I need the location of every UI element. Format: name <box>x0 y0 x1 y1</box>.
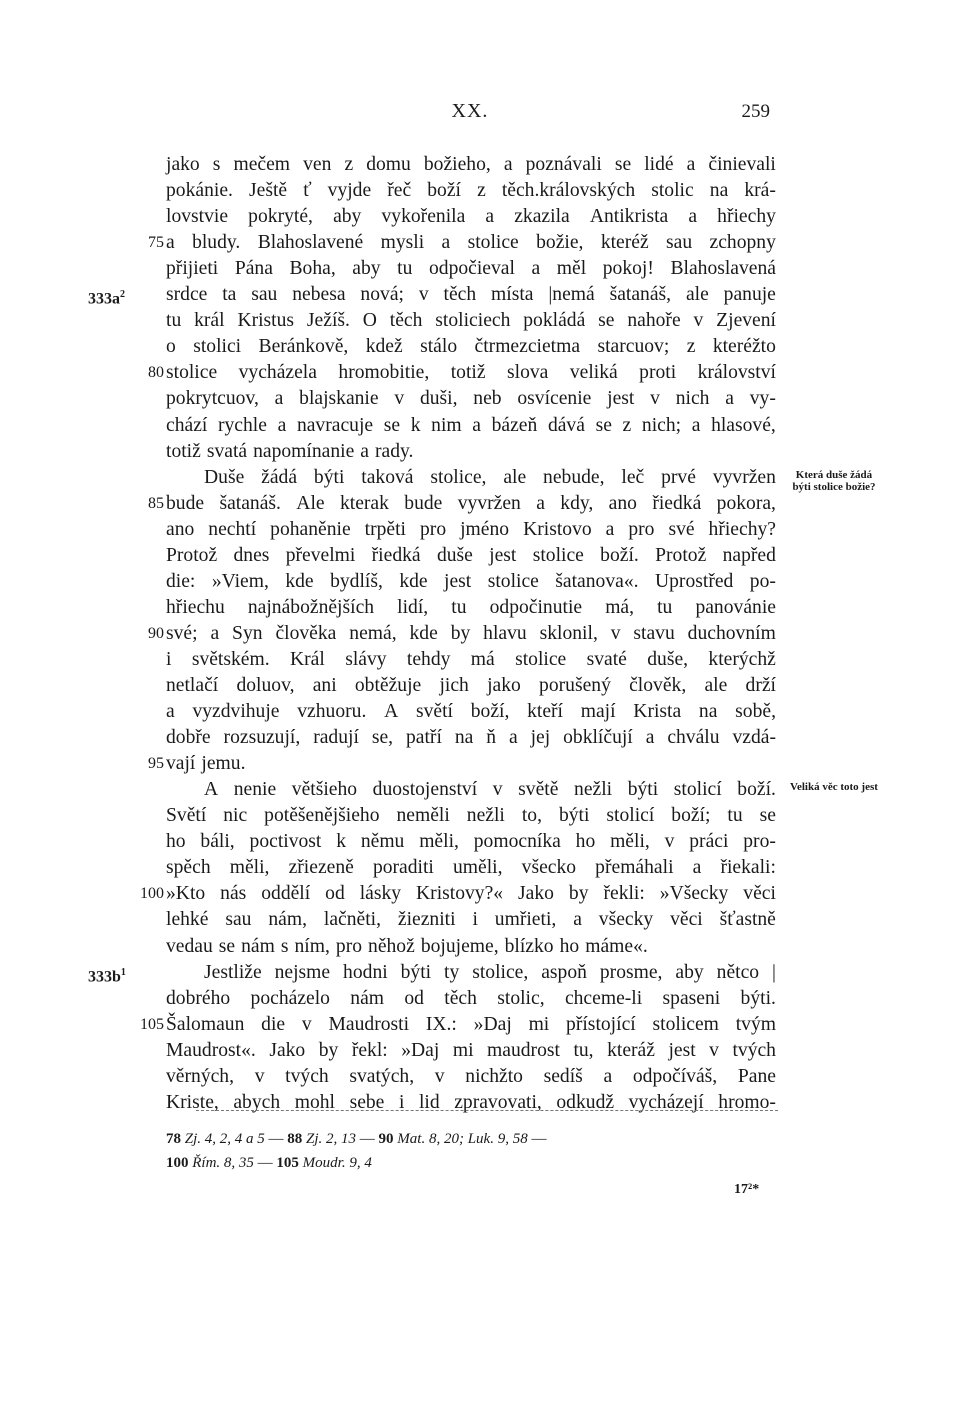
text-line: dobře rozsuzují, radují se, patří na ň a jej obklíčují a chválu vzdá- <box>166 727 776 749</box>
line-number: 95 <box>148 755 164 773</box>
text-line: dobrého pocházelo nám od těch stolic, chceme-li spaseni býti. <box>166 987 776 1009</box>
text-line: netlačí doluov, ani obtěžuje jich jako porušený člověk, ale drží <box>166 675 776 696</box>
text-line: stolice vycházela hromobitie, totiž slova veliká proti království <box>166 362 776 384</box>
margin-note: Která duše žádá býti stolice božie? <box>792 468 876 493</box>
text-line: Duše žádá býti taková stolice, ale nebude, leč prvé vyvržen <box>204 466 776 488</box>
footnote-part: — <box>356 1131 379 1147</box>
manuscript-ref: $333a^2$ <box>88 289 125 308</box>
text-line: své; a Syn člověka nemá, kde by hlavu sklonil, v stavu duchovním <box>166 622 776 644</box>
text-line: Kriste, abych mohl sebe i lid zpravovati, odkudž vycházejí hromo- <box>166 1091 776 1113</box>
text-line: přijieti Pána Boha, aby tu odpočieval a měl pokoj! Blahoslavená <box>166 258 776 280</box>
text-line: hřiechu najnábožnějších lidí, tu odpočinutie má, tu panovánie <box>166 596 776 618</box>
text-line: pokrytcuov, a blajskanie v duši, neb osvícenie jest v nich a vy- <box>166 388 776 410</box>
manuscript-ref: $333b^1$ <box>88 966 126 985</box>
footnote-part: — <box>253 1155 277 1171</box>
text-line: Světí nic potěšenějšieho neměli nežli to, býti stolicí boží; tu se <box>166 805 776 827</box>
footnote-part: Mat. 8, 20; Luk. 9, 58 <box>393 1131 528 1147</box>
text-line: Šalomaun die v Maudrosti IX.: »Daj mi přístojící stolicem tvým <box>166 1013 776 1035</box>
text-line: vedau se nám s ním, pro něhož bojujeme, blízko ho máme«. <box>166 935 648 957</box>
text-line: ho báli, poctivost k němu měli, pomocníka ho měli, v práci pro- <box>166 831 776 853</box>
line-number: 105 <box>140 1015 164 1033</box>
text-line: věrných, v tvých svatých, v nichžto sedíš a odpočíváš, Pane <box>166 1065 776 1087</box>
footnote-part: — <box>527 1131 547 1147</box>
text-line: lehké sau nám, lačněti, žiezniti i umřieti, a všecky věci šťastně <box>166 909 776 931</box>
footnote-part: Moudr. 9, 4 <box>298 1155 372 1171</box>
footnote-divider <box>196 1110 778 1111</box>
text-line: Jestliže nejsme hodni býti ty stolice, aspoň prosme, aby nětco | <box>204 961 776 983</box>
text-line: pokánie. Ještě ť vyjde řeč boží z těch.královských stolic na krá- <box>166 180 776 202</box>
text-line: Maudrost«. Jako by řekl: »Daj mi maudrost tu, kteráž jest v tvých <box>166 1039 776 1061</box>
footnote-part: — <box>264 1131 288 1147</box>
text-line: chází rychle a navracuje se k nim a bázeň dává se z nich; a hlasové, <box>166 414 776 436</box>
line-number: 80 <box>148 364 164 382</box>
line-number: 85 <box>148 494 164 512</box>
footnote-line-2 <box>166 1152 778 1174</box>
footnote-part: 90 <box>378 1131 394 1147</box>
line-number: 75 <box>148 234 164 252</box>
text-line: a vyzdvihuje vzhuoru. A světí boží, kteří mají Krista na sobě, <box>166 701 776 723</box>
text-line: bude šatanáš. Ale kterak bude vyvržen a kdy, ano řiedká pokora, <box>166 492 776 514</box>
text-line: srdce ta sau nebesa nová; v těch místa |nemá šatanáš, ale panuje <box>166 284 776 306</box>
text-line: lovstvie pokryté, aby vykořenila a zkazila Antikrista a hřiechy <box>166 206 776 228</box>
footnote-part: 105 <box>276 1155 299 1171</box>
text-line: vají jemu. <box>166 753 246 775</box>
page-number: 259 <box>741 101 770 122</box>
signature-mark: 17²* <box>734 1182 760 1197</box>
text-line: o stolici Beránkově, kdež stálo čtrmezcietma starcuov; z kteréžto <box>166 336 776 358</box>
footnote-part: 88 <box>287 1131 303 1147</box>
text-line: Protož dnes převelmi řiedká duše jest stolice boží. Protož napřed <box>166 544 776 566</box>
footnote-part: Zj. 4, 2, 4 a 5 <box>181 1131 265 1147</box>
margin-note: Veliká věc toto jest <box>790 781 878 794</box>
text-line: spěch měli, zřiezeně poraditi uměli, všecko přemáhali a řiekali: <box>166 857 776 879</box>
text-line: a bludy. Blahoslavené mysli a stolice božie, kteréž sau zchopny <box>166 232 776 254</box>
text-line: ano nechtí pohaněnie trpěti pro jméno Kristovo a pro své hřiechy? <box>166 518 776 540</box>
text-line: totiž svatá napomínanie a rady. <box>166 440 414 462</box>
chapter-heading: XX. <box>451 100 489 122</box>
text-line: A nenie většieho duostojenství v světě nežli býti stolicí boží. <box>204 779 776 801</box>
text-line: »Kto nás oddělí od lásky Kristovy?« Jako by řekli: »Všecky věci <box>166 883 776 905</box>
text-line: jako s mečem ven z domu božieho, a poznávali se lidé a činievali <box>166 154 776 175</box>
footnote-part: Řím. 8, 35 <box>188 1155 254 1171</box>
line-number: 90 <box>148 624 164 642</box>
footnote-part: 78 <box>166 1131 181 1147</box>
footnote-part: 100 <box>166 1155 189 1171</box>
line-number: 100 <box>140 885 164 903</box>
footnote-part: Zj. 2, 13 <box>302 1131 357 1147</box>
text-line: i světském. Král slávy tehdy má stolice svaté duše, kterýchž <box>166 648 776 670</box>
footnote-line-1 <box>166 1128 778 1150</box>
text-line: tu král Kristus Ježíš. O těch stoliciech pokládá se nahoře v Zjevení <box>166 310 776 332</box>
text-line: die: »Viem, kde bydlíš, kde jest stolice šatanova«. Uprostřed po- <box>166 570 776 592</box>
